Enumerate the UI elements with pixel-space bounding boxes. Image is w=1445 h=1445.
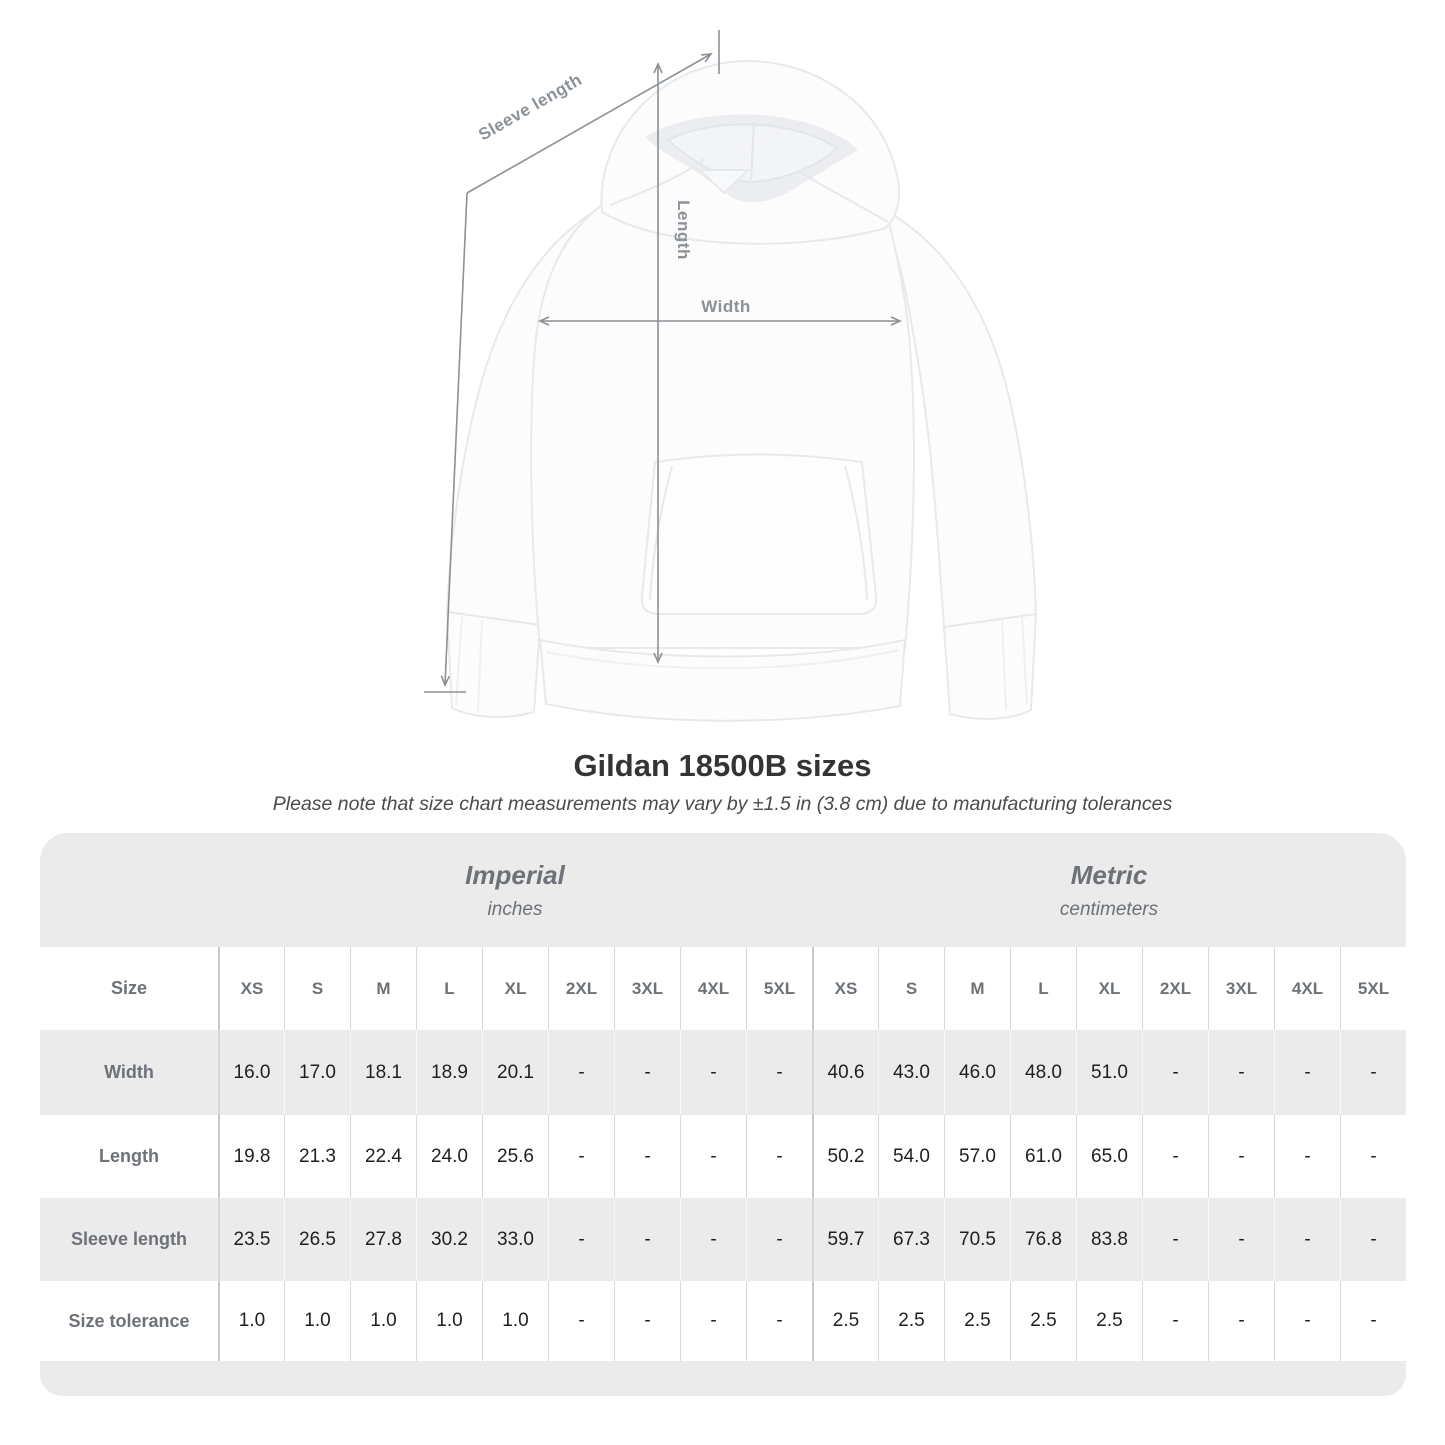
length-label: Length	[674, 200, 693, 260]
value-cell-metric: 40.6	[812, 1030, 878, 1115]
col-header-metric-2xl: 2XL	[1142, 947, 1208, 1030]
col-header-metric-4xl: 4XL	[1274, 947, 1340, 1030]
value-cell-metric: -	[1142, 1281, 1208, 1361]
value-cell-imperial: 18.1	[350, 1030, 416, 1115]
value-cell-metric: 2.5	[1076, 1281, 1142, 1361]
col-header-imperial-s: S	[284, 947, 350, 1030]
col-header-imperial-xl: XL	[482, 947, 548, 1030]
value-cell-metric: 2.5	[1010, 1281, 1076, 1361]
value-cell-imperial: -	[680, 1115, 746, 1198]
row-label: Sleeve length	[70, 1229, 188, 1249]
row-label: Length	[99, 1146, 159, 1166]
col-header-imperial-5xl: 5XL	[746, 947, 812, 1030]
col-header-imperial-xs: XS	[218, 947, 284, 1030]
value-cell-metric: 48.0	[1010, 1030, 1076, 1115]
value-cell-metric: -	[1208, 1281, 1274, 1361]
value-cell-imperial: -	[746, 1198, 812, 1281]
tolerance-note: Please note that size chart measurements may vary by ±1.5 in (3.8 cm) due to manufacturing tolerances	[272, 793, 1173, 815]
value-cell-imperial: -	[548, 1030, 614, 1115]
table-row	[40, 1030, 1406, 1115]
col-header-imperial-m: M	[350, 947, 416, 1030]
value-cell-imperial: 23.5	[218, 1198, 284, 1281]
value-cell-metric: -	[1208, 1115, 1274, 1198]
col-header-metric-3xl: 3XL	[1208, 947, 1274, 1030]
value-cell-imperial: 20.1	[482, 1030, 548, 1115]
col-header-metric-l: L	[1010, 947, 1076, 1030]
value-cell-imperial: -	[746, 1030, 812, 1115]
metric-unit: centimeters	[1059, 898, 1159, 920]
col-header-metric-5xl: 5XL	[1340, 947, 1406, 1030]
value-cell-imperial: 26.5	[284, 1198, 350, 1281]
value-cell-metric: -	[1274, 1115, 1340, 1198]
size-column-header: Size	[110, 978, 148, 998]
value-cell-metric: 61.0	[1010, 1115, 1076, 1198]
value-cell-metric: 50.2	[812, 1115, 878, 1198]
value-cell-imperial: -	[614, 1281, 680, 1361]
imperial-section-header	[218, 833, 812, 947]
value-cell-imperial: -	[548, 1115, 614, 1198]
value-cell-metric: -	[1208, 1198, 1274, 1281]
width-label: Width	[701, 297, 751, 316]
value-cell-metric: -	[1142, 1030, 1208, 1115]
value-cell-metric: -	[1274, 1281, 1340, 1361]
value-cell-metric: -	[1274, 1030, 1340, 1115]
value-cell-imperial: -	[746, 1115, 812, 1198]
col-header-imperial-4xl: 4XL	[680, 947, 746, 1030]
table-header-row	[40, 947, 1406, 1030]
units-band-spacer	[40, 833, 218, 947]
value-cell-imperial: 25.6	[482, 1115, 548, 1198]
value-cell-metric: -	[1142, 1115, 1208, 1198]
value-cell-imperial: 16.0	[218, 1030, 284, 1115]
value-cell-imperial: 1.0	[284, 1281, 350, 1361]
metric-title: Metric	[1070, 859, 1148, 890]
value-cell-imperial: 1.0	[482, 1281, 548, 1361]
value-cell-metric: 67.3	[878, 1198, 944, 1281]
size-table-rows	[40, 947, 1406, 1361]
value-cell-imperial: -	[548, 1281, 614, 1361]
size-table	[40, 833, 1406, 1396]
col-header-metric-xs: XS	[812, 947, 878, 1030]
value-cell-imperial: 1.0	[350, 1281, 416, 1361]
value-cell-metric: -	[1274, 1198, 1340, 1281]
metric-section-header	[812, 833, 1406, 947]
value-cell-imperial: -	[746, 1281, 812, 1361]
col-header-imperial-2xl: 2XL	[548, 947, 614, 1030]
value-cell-imperial: 24.0	[416, 1115, 482, 1198]
value-cell-imperial: -	[614, 1030, 680, 1115]
table-row	[40, 1115, 1406, 1198]
value-cell-metric: 65.0	[1076, 1115, 1142, 1198]
value-cell-imperial: 21.3	[284, 1115, 350, 1198]
value-cell-imperial: 1.0	[416, 1281, 482, 1361]
value-cell-metric: 83.8	[1076, 1198, 1142, 1281]
value-cell-imperial: 22.4	[350, 1115, 416, 1198]
value-cell-imperial: 1.0	[218, 1281, 284, 1361]
imperial-unit: inches	[487, 898, 543, 920]
value-cell-metric: -	[1340, 1115, 1406, 1198]
value-cell-imperial: 19.8	[218, 1115, 284, 1198]
units-band	[40, 833, 1406, 947]
table-row	[40, 1281, 1406, 1361]
imperial-title: Imperial	[465, 859, 565, 890]
row-label: Size tolerance	[68, 1310, 190, 1331]
value-cell-metric: -	[1340, 1281, 1406, 1361]
value-cell-metric: 2.5	[944, 1281, 1010, 1361]
value-cell-metric: 2.5	[878, 1281, 944, 1361]
value-cell-imperial: -	[680, 1281, 746, 1361]
value-cell-imperial: -	[680, 1030, 746, 1115]
value-cell-metric: 59.7	[812, 1198, 878, 1281]
value-cell-imperial: -	[614, 1115, 680, 1198]
row-label: Width	[104, 1062, 154, 1082]
value-cell-imperial: -	[680, 1198, 746, 1281]
value-cell-imperial: 18.9	[416, 1030, 482, 1115]
value-cell-metric: 76.8	[1010, 1198, 1076, 1281]
value-cell-imperial: 30.2	[416, 1198, 482, 1281]
col-header-imperial-3xl: 3XL	[614, 947, 680, 1030]
table-footer-band	[40, 1361, 1406, 1396]
value-cell-imperial: -	[614, 1198, 680, 1281]
value-cell-metric: 54.0	[878, 1115, 944, 1198]
value-cell-metric: -	[1340, 1198, 1406, 1281]
value-cell-metric: -	[1340, 1030, 1406, 1115]
col-header-metric-xl: XL	[1076, 947, 1142, 1030]
col-header-imperial-l: L	[416, 947, 482, 1030]
value-cell-metric: 46.0	[944, 1030, 1010, 1115]
value-cell-imperial: 17.0	[284, 1030, 350, 1115]
value-cell-metric: -	[1142, 1198, 1208, 1281]
value-cell-metric: 43.0	[878, 1030, 944, 1115]
value-cell-metric: 2.5	[812, 1281, 878, 1361]
value-cell-imperial: -	[548, 1198, 614, 1281]
value-cell-metric: 70.5	[944, 1198, 1010, 1281]
col-header-metric-m: M	[944, 947, 1010, 1030]
page-title: Gildan 18500B sizes	[573, 748, 872, 783]
value-cell-metric: 57.0	[944, 1115, 1010, 1198]
value-cell-metric: 51.0	[1076, 1030, 1142, 1115]
value-cell-imperial: 27.8	[350, 1198, 416, 1281]
col-header-metric-s: S	[878, 947, 944, 1030]
value-cell-metric: -	[1208, 1030, 1274, 1115]
sleeve-length-label: Sleeve length	[475, 69, 586, 145]
hoodie-illustration	[447, 61, 1036, 721]
table-row	[40, 1198, 1406, 1281]
value-cell-imperial: 33.0	[482, 1198, 548, 1281]
